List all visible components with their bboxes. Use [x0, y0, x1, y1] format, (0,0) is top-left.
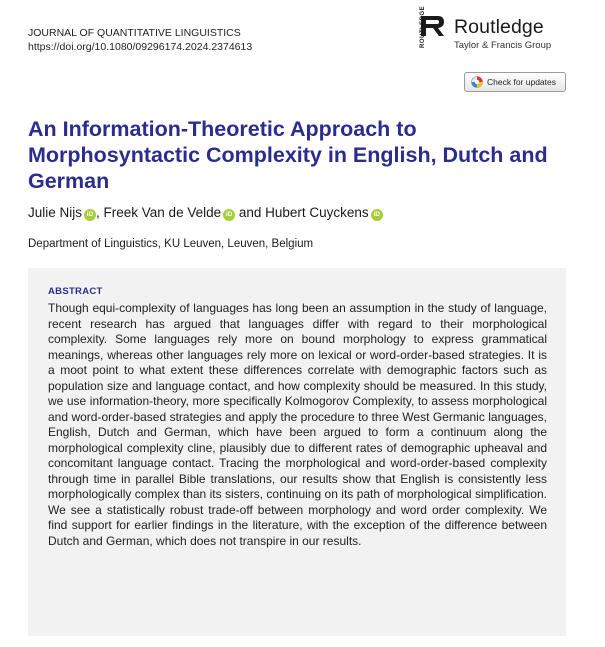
orcid-icon[interactable]: iD — [223, 209, 235, 221]
author-list — [28, 205, 383, 221]
author-name: Julie Nijs — [28, 205, 83, 220]
orcid-icon[interactable]: iD — [84, 209, 96, 221]
affiliation: Department of Linguistics, KU Leuven, Leuven, Belgium — [28, 238, 314, 250]
author-name: Freek Van de Velde — [103, 205, 222, 220]
publisher-logo[interactable] — [418, 5, 578, 58]
crossmark-icon — [471, 76, 483, 88]
publisher-group: Taylor & Francis Group — [454, 40, 552, 51]
journal-name: JOURNAL OF QUANTITATIVE LINGUISTICS — [28, 27, 241, 39]
logo-mark-text: ROUTLEDGE — [420, 5, 426, 48]
author-name: Hubert Cuyckens — [265, 205, 369, 220]
abstract-heading: ABSTRACT — [48, 286, 103, 297]
author-separator: and — [235, 205, 266, 220]
abstract-section — [28, 268, 566, 636]
abstract-body: Though equi-complexity of languages has long been an assumption in the study of language, recent research has argued that languages differ with regard to their morphological complexity. Some languages rely more on bound morphology to express grammatical meanings, whereas other languages rely more on lexical or word-order-based strategies. It is a moot point to what extent these differences correlate with demographic factors such as population size and language contact, and how complexity should be measured. In this study, we use information-theory, more specifically Kolmogorov Complexity, to assess morphological and word-order-based strategies and apply the procedure to three West Germanic languages, English, Dutch and German, which have been argued to form a continuum along the morphological complexity cline, plausibly due to different rates of demographic upheaval and concomitant language contact. Tracing the morphological and word-order-based complexity through time in parallel Bible translations, our results show that English is consistently less morphologically complex than its sisters, continuing on its path of morphological simplification. We see a statistically robust trade-off between morphology and word order complexity. We find support for earlier findings in the literature, with the exception of the difference between Dutch and German, which does not transpire in our results. — [48, 301, 547, 548]
orcid-icon[interactable]: iD — [371, 209, 383, 221]
paper-title: An Information-Theoretic Approach to Morphosyntactic Complexity in English, Dutch and German — [28, 117, 548, 193]
doi-link[interactable]: https://doi.org/10.1080/09296174.2024.2374613 — [28, 41, 253, 53]
check-for-updates-button[interactable] — [464, 72, 566, 92]
check-for-updates-label: Check for updates — [487, 77, 556, 87]
publisher-name: Routledge — [454, 16, 544, 38]
journal-header — [28, 26, 252, 54]
routledge-mark-icon — [418, 5, 448, 58]
author-separator: , — [96, 205, 104, 220]
